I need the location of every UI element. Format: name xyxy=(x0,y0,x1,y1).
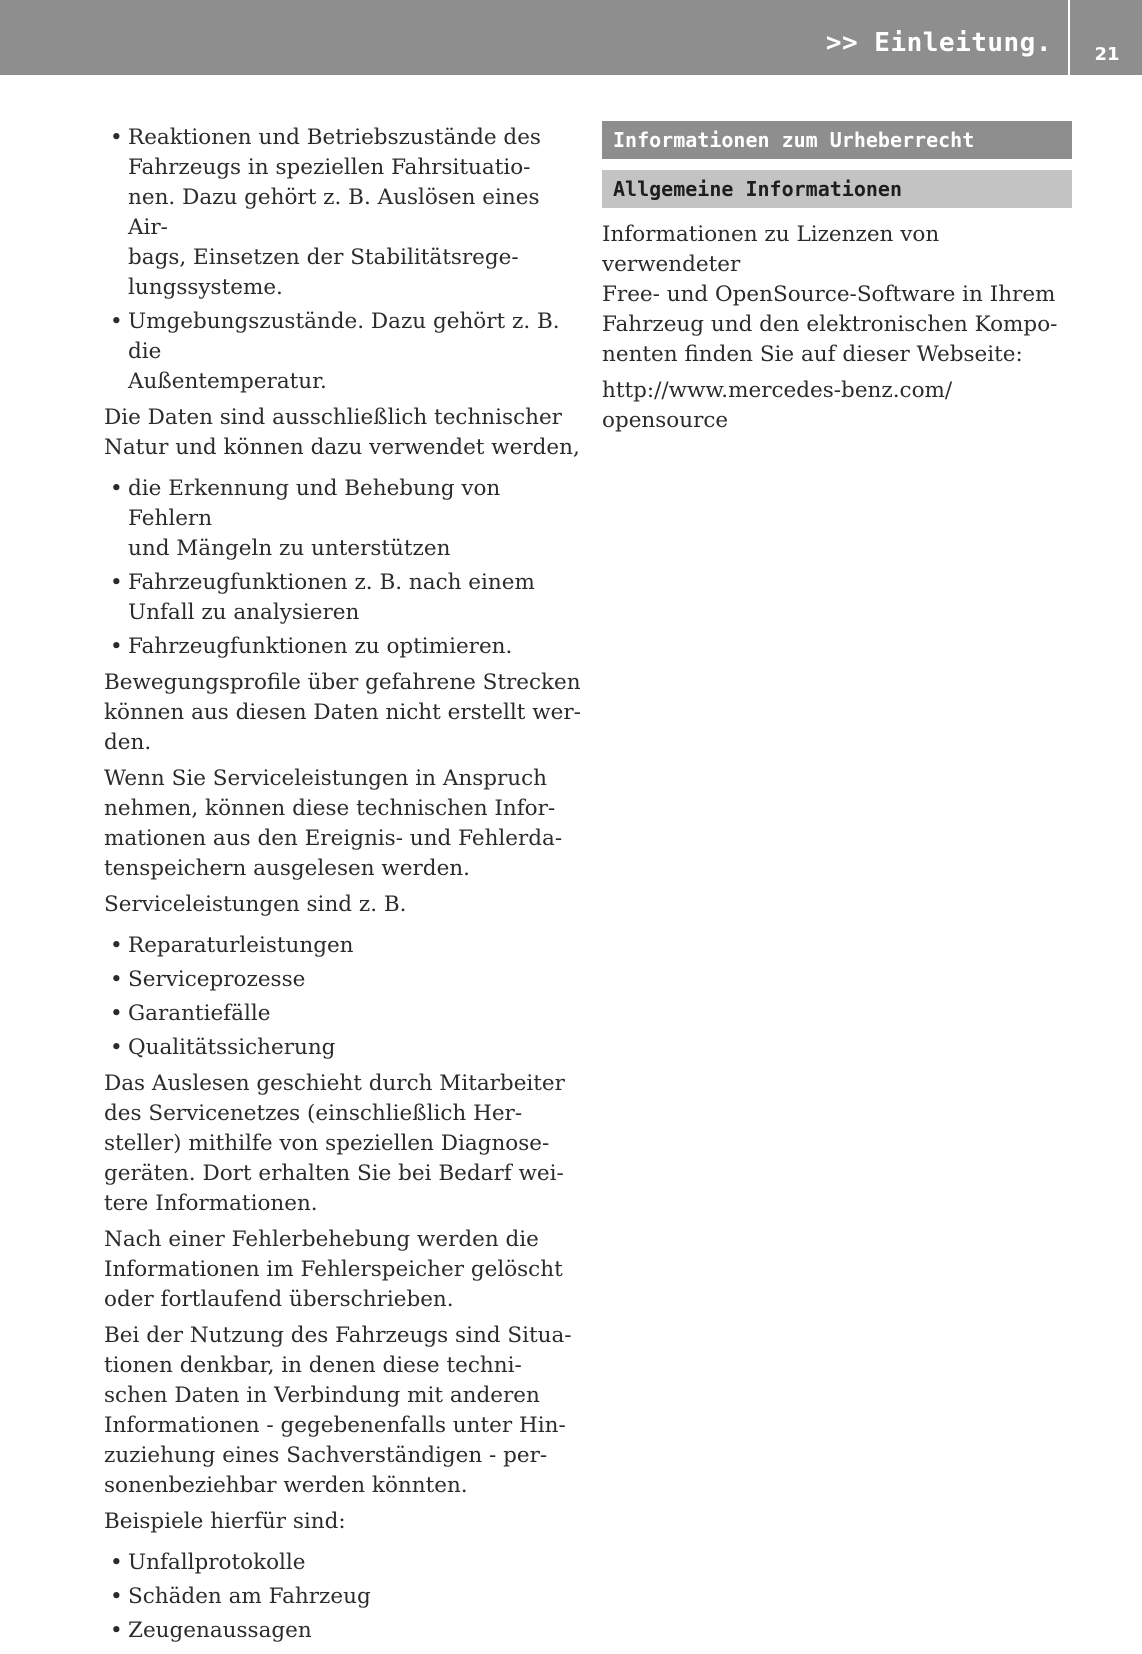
paragraph xyxy=(104,668,582,758)
line: Bewegungsprofile über gefahrene Strecken xyxy=(104,670,581,695)
line: bags, Einsetzen der Stabilitätsrege- xyxy=(128,245,519,270)
url-line[interactable]: http://www.mercedes-benz.com/ xyxy=(602,378,953,403)
list-item: • Schäden am Fahrzeug xyxy=(104,1582,582,1612)
list-item: • Zeugenaussagen xyxy=(104,1616,582,1646)
line: • Reaktionen und Betriebszustände des xyxy=(128,125,541,150)
line: Unfall zu analysieren xyxy=(128,600,360,625)
list-item xyxy=(104,474,582,564)
list-item: • Garantiefälle xyxy=(104,999,582,1029)
line: den. xyxy=(104,730,152,755)
line: nen. Dazu gehört z. B. Auslösen eines Air- xyxy=(128,185,540,240)
line: Natur und können dazu verwendet werden, xyxy=(104,435,580,460)
list-item: • Serviceprozesse xyxy=(104,965,582,995)
subsection-heading: Allgemeine Informationen xyxy=(602,170,1072,208)
line: Das Auslesen geschieht durch Mitarbeiter xyxy=(104,1071,565,1096)
bullet-list xyxy=(104,1548,582,1646)
line: nenten finden Sie auf dieser Webseite: xyxy=(602,342,1023,367)
list-item: • Reparaturleistungen xyxy=(104,931,582,961)
paragraph xyxy=(104,764,582,884)
line: zuziehung eines Sachverständigen - per- xyxy=(104,1443,548,1468)
line: Serviceleistungen sind z. B. xyxy=(104,892,407,917)
paragraph xyxy=(104,1069,582,1219)
bullet-list xyxy=(104,123,582,397)
line: • Fahrzeugfunktionen zu optimieren. xyxy=(128,634,513,659)
line: Informationen zu Lizenzen von verwendeter xyxy=(602,222,940,277)
line: tionen denkbar, in denen diese techni- xyxy=(104,1353,522,1378)
line: lungssysteme. xyxy=(128,275,283,300)
line: Informationen im Fehlerspeicher gelöscht xyxy=(104,1257,563,1282)
list-item xyxy=(104,123,582,303)
line: Wenn Sie Serviceleistungen in Anspruch xyxy=(104,766,548,791)
line: geräten. Dort erhalten Sie bei Bedarf wei- xyxy=(104,1161,564,1186)
line: tere Informationen. xyxy=(104,1191,318,1216)
line: können aus diesen Daten nicht erstellt wer- xyxy=(104,700,581,725)
paragraph xyxy=(602,220,1072,370)
line: Bei der Nutzung des Fahrzeugs sind Situa- xyxy=(104,1323,572,1348)
page-number: 21 xyxy=(1094,44,1120,65)
section-heading: Informationen zum Urheberrecht xyxy=(602,121,1072,159)
paragraph xyxy=(104,1225,582,1315)
list-item: • Qualitätssicherung xyxy=(104,1033,582,1063)
header-bar xyxy=(0,0,1142,75)
left-column xyxy=(104,123,582,1646)
line: • die Erkennung und Behebung von Fehlern xyxy=(128,476,501,531)
line: steller) mithilfe von speziellen Diagnose- xyxy=(104,1131,550,1156)
chapter-title: >> Einleitung. xyxy=(825,28,1052,58)
bullet-list xyxy=(104,931,582,1063)
line: schen Daten in Verbindung mit anderen xyxy=(104,1383,540,1408)
list-item xyxy=(104,632,582,662)
line: Die Daten sind ausschließlich technischer xyxy=(104,405,562,430)
paragraph xyxy=(104,1507,582,1537)
line: Free- und OpenSource-Software in Ihrem xyxy=(602,282,1056,307)
paragraph xyxy=(104,890,582,920)
line: Fahrzeug und den elektronischen Kompo- xyxy=(602,312,1058,337)
line: • Fahrzeugfunktionen z. B. nach einem xyxy=(128,570,535,595)
line: des Servicenetzes (einschließlich Her- xyxy=(104,1101,523,1126)
right-column xyxy=(602,121,1072,436)
line: nehmen, können diese technischen Infor- xyxy=(104,796,556,821)
list-item: • Unfallprotokolle xyxy=(104,1548,582,1578)
line: Fahrzeugs in speziellen Fahrsituatio- xyxy=(128,155,531,180)
line: Beispiele hierfür sind: xyxy=(104,1509,346,1534)
header-divider xyxy=(1068,0,1070,75)
line: Außentemperatur. xyxy=(128,369,327,394)
line: mationen aus den Ereignis- und Fehlerda- xyxy=(104,826,563,851)
line: tenspeichern ausgelesen werden. xyxy=(104,856,470,881)
line: oder fortlaufend überschrieben. xyxy=(104,1287,454,1312)
website-url[interactable] xyxy=(602,376,1072,436)
url-line[interactable]: opensource xyxy=(602,408,729,433)
list-item xyxy=(104,568,582,628)
paragraph xyxy=(104,403,582,463)
line: sonenbeziehbar werden könnten. xyxy=(104,1473,468,1498)
line: Informationen - gegebenenfalls unter Hin- xyxy=(104,1413,566,1438)
paragraph xyxy=(104,1321,582,1501)
bullet-list xyxy=(104,474,582,662)
line: Nach einer Fehlerbehebung werden die xyxy=(104,1227,539,1252)
line: • Umgebungszustände. Dazu gehört z. B. die xyxy=(128,309,560,364)
list-item xyxy=(104,307,582,397)
line: und Mängeln zu unterstützen xyxy=(128,536,451,561)
